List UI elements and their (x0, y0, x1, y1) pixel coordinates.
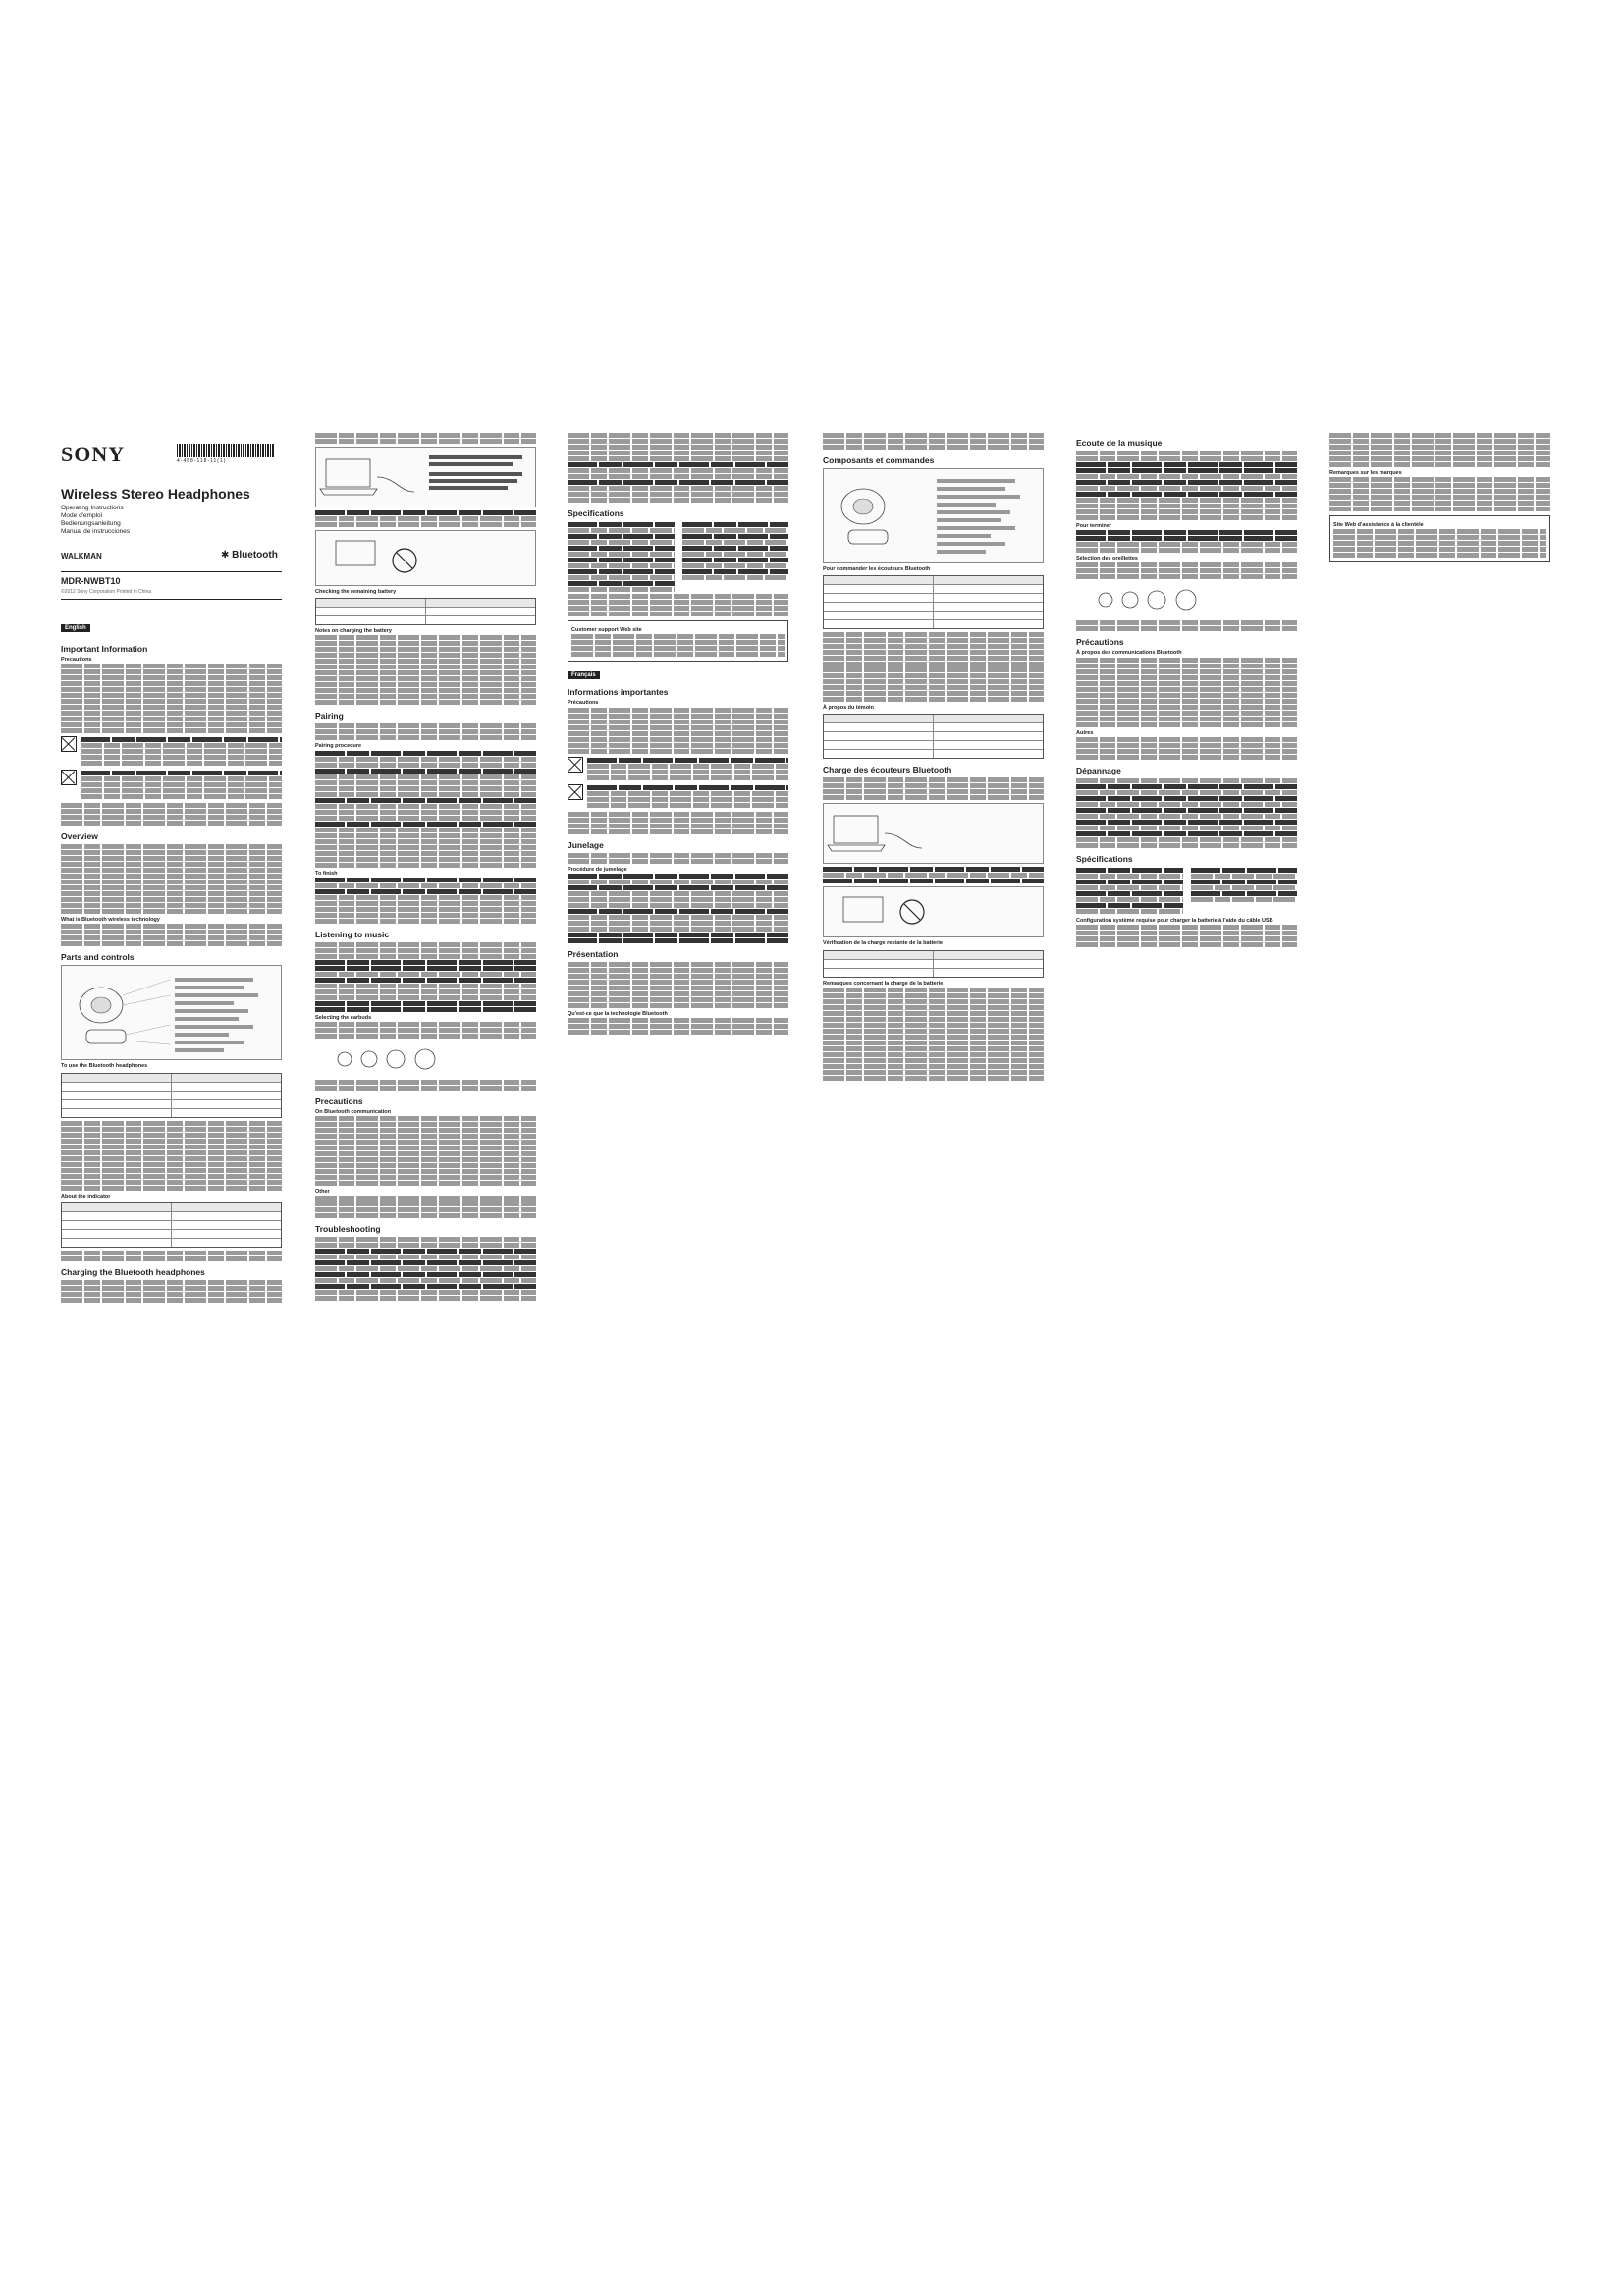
bluetooth-logo (221, 550, 278, 561)
subheading: Remarques concernant la charge de la batterie (823, 980, 944, 987)
controls-table-fr (823, 575, 1044, 629)
parts-diagram-fr (823, 468, 1044, 563)
walkman-logo: WALKMAN (61, 552, 102, 561)
earbud-sizes-figure-fr (1076, 582, 1297, 617)
subheading: Qu'est-ce que la technologie Bluetooth (568, 1010, 668, 1017)
subheading: Pour terminer (1076, 523, 1112, 529)
subtitle-en: Operating Instructions (61, 505, 124, 511)
earbud-sizes-figure (315, 1041, 536, 1077)
bluetooth-logo-text: Bluetooth (232, 550, 278, 561)
indicator-table-fr (823, 714, 1044, 759)
column-4 (823, 432, 1044, 1082)
section-heading: Ecoute de la musique (1076, 438, 1163, 448)
section-heading: Informations importantes (568, 687, 669, 698)
section-heading: Spécifications (1076, 853, 1133, 864)
section-heading: Troubleshooting (315, 1224, 381, 1235)
specs-two-column (568, 521, 788, 593)
bluetooth-icon: ✱ (221, 550, 230, 561)
specs-two-column-fr (1076, 867, 1297, 915)
divider (61, 571, 282, 572)
usb-charging-figure (315, 447, 536, 507)
barcode-number: 4-488-118-11(1) (177, 458, 227, 464)
crossed-bin-icon (61, 736, 77, 752)
subheading: À propos des communications Bluetooth (1076, 650, 1182, 657)
section-heading: Overview (61, 831, 98, 842)
laptop-usb-illustration (824, 804, 1043, 863)
subheading: Customer support Web site (571, 627, 642, 633)
section-heading: Composants et commandes (823, 455, 935, 465)
indicator-table (61, 1202, 282, 1248)
controls-table (61, 1073, 282, 1118)
subheading: Précautions (568, 700, 599, 707)
crossed-bin-icon (568, 784, 583, 800)
weee-notice (61, 736, 282, 767)
support-callout (568, 620, 788, 662)
headphones-illustration (824, 469, 1043, 562)
charging-warning-figure (315, 530, 536, 586)
subheading: To finish (315, 870, 338, 877)
battery-table-fr (823, 950, 1044, 978)
divider (61, 599, 282, 600)
subheading: Checking the remaining battery (315, 589, 397, 595)
barcode (177, 444, 275, 457)
battery-disposal-notice (61, 770, 282, 800)
section-heading: Présentation (568, 948, 619, 959)
subheading: Configuration système requise pour charger la batterie à l'aide du câble USB (1076, 917, 1273, 924)
language-badge-french: Français (568, 671, 600, 679)
charging-warning-figure-fr (823, 886, 1044, 937)
subheading: Vérification de la charge restante de la batterie (823, 940, 943, 947)
product-title: Wireless Stereo Headphones (61, 486, 250, 502)
subtitle-fr: Mode d'emploi (61, 512, 103, 519)
section-heading: Listening to music (315, 929, 390, 939)
subtitle-es: Manual de instrucciones (61, 528, 131, 535)
subheading: What is Bluetooth wireless technology (61, 917, 160, 924)
subheading: On Bluetooth communication (315, 1109, 391, 1116)
subheading: Site Web d'assistance à la clientèle (1333, 522, 1424, 529)
no-charge-illustration (316, 531, 535, 585)
section-heading: Dépannage (1076, 765, 1121, 775)
section-heading: Junelage (568, 839, 604, 850)
subheading: À propos du témoin (823, 705, 874, 712)
section-heading: Précautions (1076, 637, 1124, 648)
subheading: Pour commander les écouteurs Bluetooth (823, 566, 931, 572)
earbuds-illustration (1076, 582, 1295, 617)
column-1 (61, 638, 282, 1304)
section-heading: Charging the Bluetooth headphones (61, 1266, 205, 1277)
subheading: Notes on charging the battery (315, 628, 392, 635)
section-heading: Pairing (315, 711, 344, 721)
model-number: MDR-NWBT10 (61, 576, 121, 586)
section-heading: Important Information (61, 644, 148, 654)
battery-table (315, 598, 536, 625)
usb-charging-figure-fr (823, 803, 1044, 864)
subheading: About the indicator (61, 1193, 111, 1200)
subheading: Other (315, 1189, 330, 1196)
earbuds-illustration (315, 1041, 534, 1077)
section-heading: Precautions (315, 1096, 363, 1107)
section-heading: Specifications (568, 508, 624, 518)
crossed-bin-icon (568, 757, 583, 773)
subheading: Remarques sur les marques (1329, 470, 1402, 476)
headphones-illustration (62, 966, 281, 1059)
copyright-line: ©2012 Sony Corporation Printed in China (61, 589, 152, 595)
subheading: Selecting the earbuds (315, 1014, 372, 1021)
subheading: To use the Bluetooth headphones (61, 1063, 148, 1070)
column-5 (1076, 432, 1297, 948)
parts-diagram (61, 965, 282, 1060)
language-badge-english: English (61, 624, 90, 632)
subheading: Pairing procedure (315, 743, 362, 750)
section-heading: Charge des écouteurs Bluetooth (823, 765, 952, 775)
column-3 (568, 432, 788, 1036)
laptop-usb-illustration (316, 448, 535, 507)
no-charge-illustration (824, 887, 1043, 936)
support-callout-fr (1329, 515, 1550, 562)
subheading: Autres (1076, 729, 1094, 736)
subheading: Sélection des oreillettes (1076, 556, 1138, 562)
weee-notice-fr (568, 757, 788, 781)
sony-logo: SONY (61, 442, 126, 466)
column-2 (315, 432, 536, 1302)
crossed-bin-icon (61, 770, 77, 785)
section-heading: Parts and controls (61, 952, 135, 963)
column-6 (1329, 432, 1550, 566)
subheading: Procédure de jumelage (568, 866, 627, 873)
battery-notice-fr (568, 784, 788, 809)
subheading: Precautions (61, 657, 92, 663)
subtitle-de: Bedienungsanleitung (61, 520, 121, 527)
